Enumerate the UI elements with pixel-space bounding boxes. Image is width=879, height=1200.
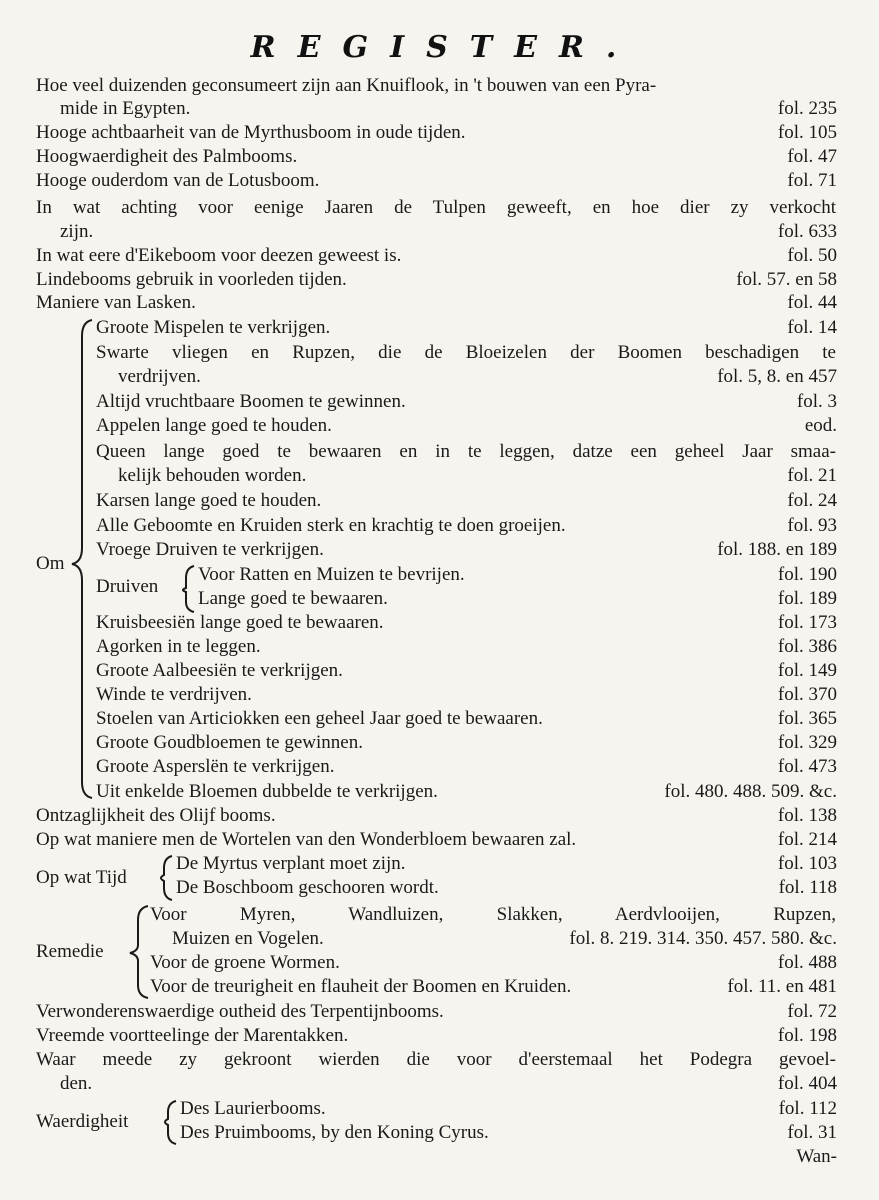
entry-ref: fol. 47 — [787, 146, 837, 167]
opwattijd-item: De Myrtus verplant moet zijn. — [176, 853, 406, 874]
entry-text: mide in Egypten. — [60, 98, 191, 119]
om-item: Karsen lange goed te houden. — [96, 490, 322, 511]
om-item: Agorken in te leggen. — [96, 636, 261, 657]
druiven-ref: fol. 190 — [777, 564, 837, 585]
brace-waerdigheit — [165, 1101, 176, 1144]
remedie-item: Voor de groene Wormen. — [150, 952, 340, 973]
entry-ref: fol. 235 — [777, 98, 837, 119]
remedie-ref: fol. 488 — [777, 952, 837, 973]
entry-ref: fol. 633 — [777, 221, 837, 242]
entry-text: Vreemde voortteelinge der Marentakken. — [36, 1025, 349, 1046]
om-ref: fol. 473 — [777, 756, 837, 777]
entry-text: den. — [60, 1073, 93, 1094]
om-item: Stoelen van Articiokken een geheel Jaar goed te bewaaren. — [96, 708, 543, 729]
om-ref: fol. 188. en 189 — [717, 539, 837, 560]
om-ref: fol. 5, 8. en 457 — [717, 366, 837, 387]
opwattijd-item: De Boschboom geschooren wordt. — [176, 877, 439, 898]
om-ref: fol. 386 — [777, 636, 837, 657]
om-item: Kruisbeesiën lange goed te bewaaren. — [96, 612, 384, 633]
entry-ref: fol. 72 — [787, 1001, 837, 1022]
om-item: Uit enkelde Bloemen dubbelde te verkrijgen. — [96, 781, 438, 802]
remedie-ref: fol. 8. 219. 314. 350. 457. 580. &c. — [569, 928, 837, 949]
om-ref: fol. 21 — [787, 465, 837, 486]
om-item: Winde te verdrijven. — [96, 684, 252, 705]
om-ref: fol. 480. 488. 509. &c. — [664, 781, 837, 802]
catchword: Wan- — [796, 1146, 837, 1167]
om-item: Groote Aalbeesiën te verkrijgen. — [96, 660, 343, 681]
entry-text: Op wat maniere men de Wortelen van den Wonderbloem bewaaren zal. — [36, 829, 577, 850]
om-ref: fol. 14 — [787, 317, 837, 338]
group-label-remedie: Remedie — [36, 941, 104, 962]
druiven-item: Lange goed te bewaaren. — [198, 588, 388, 609]
om-ref: fol. 329 — [777, 732, 837, 753]
om-ref: fol. 149 — [777, 660, 837, 681]
om-ref: eod. — [804, 415, 837, 436]
entry-text: Hoe veel duizenden geconsumeert zijn aan Knuiflook, in 't bouwen van een Pyra- — [36, 75, 657, 96]
entry-ref: fol. 404 — [777, 1073, 837, 1094]
entry-text: In wat eere d'Eikeboom voor deezen geweest is. — [36, 245, 402, 266]
om-item: Alle Geboomte en Kruiden sterk en krachtig te doen groeijen. — [96, 515, 566, 536]
entry-text: In wat achting voor eenige Jaaren de Tulpen geweeft, en hoe dier zy verkocht — [36, 197, 836, 218]
waerdigheit-ref: fol. 31 — [787, 1122, 837, 1143]
group-label-waerdigheit: Waerdigheit — [36, 1111, 129, 1132]
remedie-ref: fol. 11. en 481 — [727, 976, 837, 997]
entry-ref: fol. 57. en 58 — [736, 269, 837, 290]
entry-text: Hoogwaerdigheit des Palmbooms. — [36, 146, 298, 167]
group-label-om: Om — [36, 553, 65, 574]
brace-op-wat-tijd — [161, 856, 172, 900]
entry-text: Ontzaglijkheit des Olijf booms. — [36, 805, 276, 826]
entry-text: Maniere van Lasken. — [36, 292, 196, 313]
om-item: kelijk behouden worden. — [118, 465, 307, 486]
waerdigheit-item: Des Laurierbooms. — [180, 1098, 326, 1119]
waerdigheit-item: Des Pruimbooms, by den Koning Cyrus. — [180, 1122, 489, 1143]
opwattijd-ref: fol. 103 — [777, 853, 837, 874]
om-item: Queen lange goed te bewaaren en in te leggen, datze een geheel Jaar smaa- — [96, 441, 836, 462]
group-label-op-wat-tijd: Op wat Tijd — [36, 867, 127, 888]
om-ref: fol. 370 — [777, 684, 837, 705]
entry-text: Lindebooms gebruik in voorleden tijden. — [36, 269, 347, 290]
waerdigheit-ref: fol. 112 — [778, 1098, 837, 1119]
remedie-item: Muizen en Vogelen. — [172, 928, 324, 949]
om-item: Groote Goudbloemen te gewinnen. — [96, 732, 363, 753]
entry-ref: fol. 105 — [777, 122, 837, 143]
om-item: Swarte vliegen en Rupzen, die de Bloeizelen der Boomen beschadigen te — [96, 342, 836, 363]
om-item: Altijd vruchtbaare Boomen te gewinnen. — [96, 391, 406, 412]
brace-druiven — [183, 566, 194, 612]
entry-ref: fol. 44 — [787, 292, 837, 313]
entry-text: Waar meede zy gekroont wierden die voor d'eerstemaal het Podegra gevoel- — [36, 1049, 836, 1070]
entry-ref: fol. 198 — [777, 1025, 837, 1046]
om-ref: fol. 93 — [787, 515, 837, 536]
page-title: REGISTER. — [250, 30, 639, 65]
om-ref: fol. 24 — [787, 490, 837, 511]
om-ref: fol. 365 — [777, 708, 837, 729]
entry-text: Verwonderenswaerdige outheid des Terpentijnbooms. — [36, 1001, 444, 1022]
entry-text: zijn. — [60, 221, 94, 242]
brace-om — [72, 320, 92, 798]
om-item: Groote Mispelen te verkrijgen. — [96, 317, 331, 338]
entry-ref: fol. 71 — [787, 170, 837, 191]
brace-remedie — [130, 906, 148, 998]
om-ref: fol. 3 — [796, 391, 837, 412]
group-label-druiven: Druiven — [96, 576, 159, 597]
om-item: Groote Asperslën te verkrijgen. — [96, 756, 335, 777]
entry-text: Hooge ouderdom van de Lotusboom. — [36, 170, 320, 191]
remedie-item: Voor de treurigheit en flauheit der Boomen en Kruiden. — [150, 976, 572, 997]
druiven-ref: fol. 189 — [777, 588, 837, 609]
om-ref: fol. 173 — [777, 612, 837, 633]
entry-text: Hooge achtbaarheit van de Myrthusboom in oude tijden. — [36, 122, 466, 143]
entry-ref: fol. 138 — [777, 805, 837, 826]
entry-ref: fol. 50 — [787, 245, 837, 266]
entry-ref: fol. 214 — [777, 829, 837, 850]
om-item: verdrijven. — [118, 366, 201, 387]
om-item: Vroege Druiven te verkrijgen. — [96, 539, 324, 560]
druiven-item: Voor Ratten en Muizen te bevrijen. — [198, 564, 465, 585]
remedie-item: Voor Myren, Wandluizen, Slakken, Aerdvlooijen, Rupzen, — [150, 904, 836, 925]
opwattijd-ref: fol. 118 — [778, 877, 837, 898]
om-item: Appelen lange goed te houden. — [96, 415, 332, 436]
